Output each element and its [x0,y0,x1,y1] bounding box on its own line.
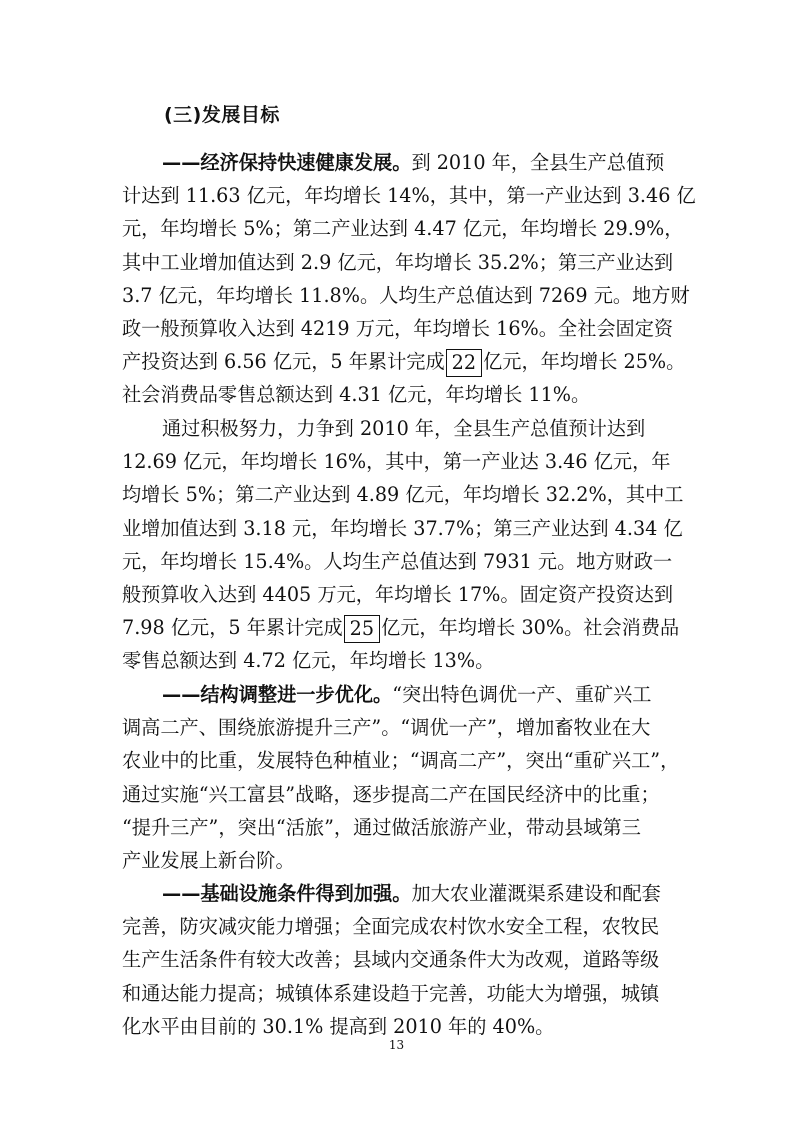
text-span: 加大农业灌溉渠系建设和配套 [411,882,661,905]
text-line: 3.7 亿元，年均增长 11.8%。人均生产总值达到 7269 元。地方财 [122,283,690,307]
text-span: 亿元，年均增长 30%。社会消费品 [381,616,680,640]
text-line: 化水平由目前的 30.1% 提高到 2010 年的 40%。 [122,1014,555,1038]
section-heading: (三)发展目标 [164,104,280,126]
paragraph-lead: ——经济保持快速健康发展。 [162,151,412,174]
paragraph-infrastructure [122,877,682,1043]
text-span: 产投资达到 6.56 亿元，5 年累计完成 [122,350,445,374]
paragraph-economy [122,146,696,412]
text-line [122,611,682,644]
text-line [122,877,682,910]
text-line [122,345,686,378]
text-line: 完善，防灾减灾能力增强；全面完成农村饮水安全工程，农牧民 [122,915,660,939]
text-line: 产业发展上新台阶。 [122,848,295,872]
text-span: 到 2010 年，全县生产总值预 [411,151,665,174]
text-line: 政一般预算收入达到 4219 万元，年均增长 16%。全社会固定资 [122,316,674,340]
text-line: 元，年均增长 15.4%。人均生产总值达到 7931 元。地方财政一 [122,549,673,573]
text-line: 均增长 5%；第二产业达到 4.89 亿元，年均增长 32.2%，其中工 [122,483,684,507]
boxed-value: 22 [446,349,482,377]
text-line: 农业中的比重，发展特色种植业；“调高二产”，突出“重矿兴工”， [122,749,680,773]
paragraph-structure [122,678,682,877]
text-line: 社会消费品零售总额达到 4.31 亿元，年均增长 11%。 [122,383,591,407]
text-line: 调高二产、围绕旅游提升三产”。“调优一产”，增加畜牧业在大 [122,716,651,740]
text-line: 生产生活条件有较大改善；县域内交通条件大为改观，道路等级 [122,948,660,972]
paragraph-effort [122,412,682,678]
text-span: “突出特色调优一产、重矿兴工 [392,683,652,706]
paragraph-lead: ——基础设施条件得到加强。 [162,882,412,905]
text-line: 计达到 11.63 亿元，年均增长 14%，其中，第一产业达到 3.46 亿 [122,184,696,208]
text-span: 7.98 亿元，5 年累计完成 [122,616,343,640]
paragraph-lead: ——结构调整进一步优化。 [162,683,393,706]
text-line: 般预算收入达到 4405 万元，年均增长 17%。固定资产投资达到 [122,582,674,606]
text-line: 12.69 亿元，年均增长 16%，其中，第一产业达 3.46 亿元，年 [122,450,671,474]
text-line: 通过实施“兴工富县”战略，逐步提高二产在国民经济中的比重； [122,782,660,806]
text-line: 零售总额达到 4.72 亿元，年均增长 13%。 [122,649,495,673]
page-number: 13 [388,1038,405,1052]
text-line: 元，年均增长 5%；第二产业达到 4.47 亿元，年均增长 29.9%， [122,217,684,241]
text-line [122,678,682,711]
text-span: 亿元，年均增长 25%。 [483,350,686,374]
text-line: 其中工业增加值达到 2.9 亿元，年均增长 35.2%；第三产业达到 [122,250,674,274]
text-line: 和通达能力提高；城镇体系建设趋于完善，功能大为增强，城镇 [122,981,660,1005]
text-line [122,146,682,179]
text-line: 通过积极努力，力争到 2010 年，全县生产总值预计达到 [162,417,646,440]
boxed-value: 25 [344,615,380,643]
text-line: 业增加值达到 3.18 元，年均增长 37.7%；第三产业达到 4.34 亿 [122,516,683,540]
text-line: “提升三产”，突出“活旅”，通过做活旅游产业，带动县域第三 [122,815,641,839]
